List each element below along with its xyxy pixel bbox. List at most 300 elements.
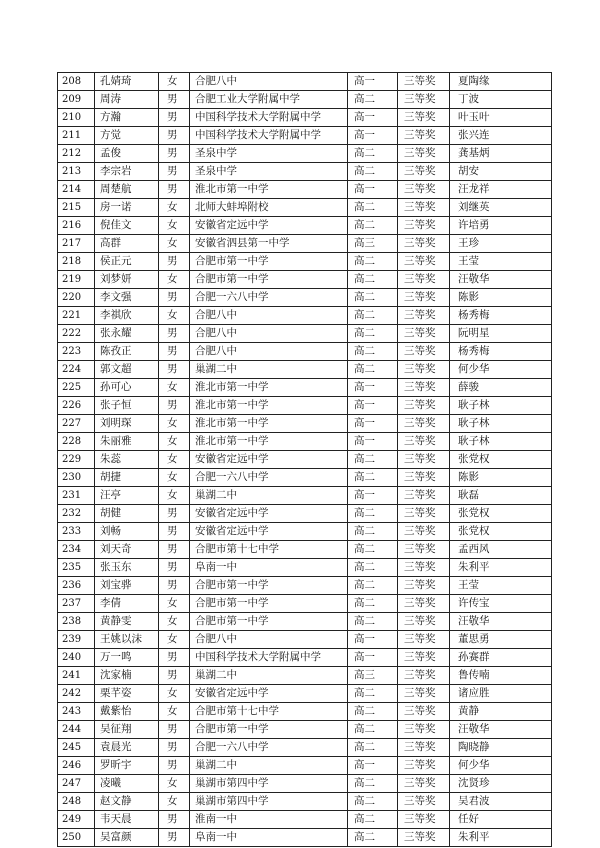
student-name-cell: 刘明琛: [95, 415, 159, 433]
student-name-cell: 方觉: [95, 127, 159, 145]
row-number-cell: 236: [58, 577, 95, 595]
table-row: [58, 91, 552, 109]
table-row: [58, 487, 552, 505]
tutor-name-cell: 陈影: [450, 289, 552, 307]
tutor-name-cell: 孙赛群: [450, 649, 552, 667]
table-row: [58, 541, 552, 559]
student-name-cell: 侯正元: [95, 253, 159, 271]
award-level-cell: 三等奖: [398, 109, 450, 127]
award-level-cell: 三等奖: [398, 577, 450, 595]
tutor-name-cell: 许培勇: [450, 217, 552, 235]
row-number-cell: 222: [58, 325, 95, 343]
row-number-cell: 225: [58, 379, 95, 397]
award-level-cell: 三等奖: [398, 631, 450, 649]
table-row: [58, 793, 552, 811]
tutor-name-cell: 陈影: [450, 469, 552, 487]
grade-cell: 高一: [348, 415, 398, 433]
school-cell: 安徽省定远中学: [190, 505, 348, 523]
tutor-name-cell: 何少华: [450, 361, 552, 379]
table-row: [58, 253, 552, 271]
tutor-name-cell: 张兴连: [450, 127, 552, 145]
grade-cell: 高一: [348, 181, 398, 199]
grade-cell: 高二: [348, 505, 398, 523]
tutor-name-cell: 阮明星: [450, 325, 552, 343]
tutor-name-cell: 王莹: [450, 253, 552, 271]
grade-cell: 高二: [348, 577, 398, 595]
tutor-name-cell: 许传宝: [450, 595, 552, 613]
table-row: [58, 217, 552, 235]
row-number-cell: 208: [58, 73, 95, 91]
row-number-cell: 216: [58, 217, 95, 235]
gender-cell: 男: [159, 361, 190, 379]
gender-cell: 男: [159, 253, 190, 271]
award-level-cell: 三等奖: [398, 649, 450, 667]
school-cell: 合肥市第十七中学: [190, 703, 348, 721]
grade-cell: 高二: [348, 91, 398, 109]
gender-cell: 女: [159, 307, 190, 325]
gender-cell: 男: [159, 397, 190, 415]
row-number-cell: 212: [58, 145, 95, 163]
table-row: [58, 343, 552, 361]
award-level-cell: 三等奖: [398, 307, 450, 325]
student-name-cell: 栗芊姿: [95, 685, 159, 703]
student-name-cell: 孟俊: [95, 145, 159, 163]
tutor-name-cell: 薛骏: [450, 379, 552, 397]
gender-cell: 男: [159, 649, 190, 667]
school-cell: 合肥一六八中学: [190, 739, 348, 757]
award-level-cell: 三等奖: [398, 433, 450, 451]
grade-cell: 高一: [348, 433, 398, 451]
school-cell: 合肥市第一中学: [190, 577, 348, 595]
gender-cell: 女: [159, 631, 190, 649]
school-cell: 巢湖二中: [190, 667, 348, 685]
row-number-cell: 227: [58, 415, 95, 433]
gender-cell: 男: [159, 505, 190, 523]
school-cell: 巢湖市第四中学: [190, 775, 348, 793]
gender-cell: 男: [159, 829, 190, 847]
table-row: [58, 721, 552, 739]
award-level-cell: 三等奖: [398, 667, 450, 685]
student-name-cell: 凌曦: [95, 775, 159, 793]
school-cell: 合肥市第一中学: [190, 253, 348, 271]
row-number-cell: 217: [58, 235, 95, 253]
row-number-cell: 224: [58, 361, 95, 379]
school-cell: 合肥市第十七中学: [190, 541, 348, 559]
student-name-cell: 李宗岩: [95, 163, 159, 181]
tutor-name-cell: 耿子林: [450, 433, 552, 451]
school-cell: 安徽省泗县第一中学: [190, 235, 348, 253]
award-level-cell: 三等奖: [398, 127, 450, 145]
row-number-cell: 211: [58, 127, 95, 145]
award-level-cell: 三等奖: [398, 595, 450, 613]
row-number-cell: 220: [58, 289, 95, 307]
award-level-cell: 三等奖: [398, 361, 450, 379]
school-cell: 阜南一中: [190, 559, 348, 577]
gender-cell: 女: [159, 415, 190, 433]
tutor-name-cell: 鲁传喃: [450, 667, 552, 685]
gender-cell: 女: [159, 73, 190, 91]
grade-cell: 高二: [348, 289, 398, 307]
table-row: [58, 577, 552, 595]
school-cell: 淮北市第一中学: [190, 433, 348, 451]
award-level-cell: 三等奖: [398, 775, 450, 793]
school-cell: 合肥工业大学附属中学: [190, 91, 348, 109]
row-number-cell: 244: [58, 721, 95, 739]
tutor-name-cell: 董思勇: [450, 631, 552, 649]
row-number-cell: 230: [58, 469, 95, 487]
school-cell: 巢湖二中: [190, 487, 348, 505]
grade-cell: 高一: [348, 649, 398, 667]
row-number-cell: 243: [58, 703, 95, 721]
student-name-cell: 万一鸣: [95, 649, 159, 667]
award-level-cell: 三等奖: [398, 811, 450, 829]
gender-cell: 男: [159, 739, 190, 757]
student-name-cell: 孙可心: [95, 379, 159, 397]
student-name-cell: 罗昕宇: [95, 757, 159, 775]
gender-cell: 女: [159, 613, 190, 631]
student-name-cell: 高群: [95, 235, 159, 253]
tutor-name-cell: 黄静: [450, 703, 552, 721]
gender-cell: 女: [159, 469, 190, 487]
award-level-cell: 三等奖: [398, 829, 450, 847]
grade-cell: 高三: [348, 235, 398, 253]
grade-cell: 高二: [348, 829, 398, 847]
award-level-cell: 三等奖: [398, 253, 450, 271]
school-cell: 阜南一中: [190, 829, 348, 847]
tutor-name-cell: 陶晓静: [450, 739, 552, 757]
table-row: [58, 325, 552, 343]
row-number-cell: 215: [58, 199, 95, 217]
row-number-cell: 231: [58, 487, 95, 505]
gender-cell: 女: [159, 451, 190, 469]
award-level-cell: 三等奖: [398, 793, 450, 811]
award-level-cell: 三等奖: [398, 469, 450, 487]
row-number-cell: 238: [58, 613, 95, 631]
gender-cell: 男: [159, 163, 190, 181]
award-level-cell: 三等奖: [398, 757, 450, 775]
school-cell: 合肥八中: [190, 631, 348, 649]
row-number-cell: 223: [58, 343, 95, 361]
award-level-cell: 三等奖: [398, 541, 450, 559]
row-number-cell: 234: [58, 541, 95, 559]
tutor-name-cell: 耿子林: [450, 415, 552, 433]
table-row: [58, 469, 552, 487]
table-row: [58, 289, 552, 307]
grade-cell: 高二: [348, 325, 398, 343]
table-row: [58, 811, 552, 829]
tutor-name-cell: 汪敬华: [450, 271, 552, 289]
row-number-cell: 239: [58, 631, 95, 649]
student-name-cell: 方瀚: [95, 109, 159, 127]
table-row: [58, 379, 552, 397]
tutor-name-cell: 汪敬华: [450, 613, 552, 631]
tutor-name-cell: 张党权: [450, 523, 552, 541]
tutor-name-cell: 任好: [450, 811, 552, 829]
grade-cell: 高三: [348, 667, 398, 685]
school-cell: 安徽省定远中学: [190, 451, 348, 469]
table-row: [58, 73, 552, 91]
grade-cell: 高二: [348, 811, 398, 829]
table-row: [58, 559, 552, 577]
gender-cell: 男: [159, 523, 190, 541]
school-cell: 巢湖二中: [190, 361, 348, 379]
award-level-cell: 三等奖: [398, 613, 450, 631]
student-name-cell: 朱蕊: [95, 451, 159, 469]
award-level-cell: 三等奖: [398, 271, 450, 289]
table-row: [58, 505, 552, 523]
gender-cell: 男: [159, 343, 190, 361]
grade-cell: 高二: [348, 739, 398, 757]
gender-cell: 女: [159, 685, 190, 703]
tutor-name-cell: 耿子林: [450, 397, 552, 415]
table-row: [58, 739, 552, 757]
grade-cell: 高一: [348, 397, 398, 415]
gender-cell: 男: [159, 721, 190, 739]
award-level-cell: 三等奖: [398, 145, 450, 163]
row-number-cell: 218: [58, 253, 95, 271]
grade-cell: 高一: [348, 379, 398, 397]
student-name-cell: 张永耀: [95, 325, 159, 343]
row-number-cell: 245: [58, 739, 95, 757]
school-cell: 淮北市第一中学: [190, 397, 348, 415]
student-name-cell: 刘梦妍: [95, 271, 159, 289]
school-cell: 淮北市第一中学: [190, 379, 348, 397]
award-level-cell: 三等奖: [398, 289, 450, 307]
table-row: [58, 181, 552, 199]
row-number-cell: 241: [58, 667, 95, 685]
tutor-name-cell: 龚基炳: [450, 145, 552, 163]
grade-cell: 高一: [348, 127, 398, 145]
row-number-cell: 246: [58, 757, 95, 775]
school-cell: 中国科学技术大学附属中学: [190, 109, 348, 127]
grade-cell: 高二: [348, 217, 398, 235]
tutor-name-cell: 朱利平: [450, 829, 552, 847]
table-row: [58, 523, 552, 541]
grade-cell: 高二: [348, 541, 398, 559]
school-cell: 圣泉中学: [190, 163, 348, 181]
tutor-name-cell: 刘继英: [450, 199, 552, 217]
grade-cell: 高二: [348, 253, 398, 271]
student-name-cell: 王姚以沫: [95, 631, 159, 649]
table-row: [58, 199, 552, 217]
gender-cell: 男: [159, 667, 190, 685]
student-name-cell: 刘畅: [95, 523, 159, 541]
award-level-cell: 三等奖: [398, 163, 450, 181]
table-row: [58, 757, 552, 775]
grade-cell: 高二: [348, 595, 398, 613]
tutor-name-cell: 丁波: [450, 91, 552, 109]
student-name-cell: 周涛: [95, 91, 159, 109]
gender-cell: 女: [159, 433, 190, 451]
award-level-cell: 三等奖: [398, 739, 450, 757]
grade-cell: 高二: [348, 523, 398, 541]
grade-cell: 高二: [348, 307, 398, 325]
row-number-cell: 213: [58, 163, 95, 181]
award-level-cell: 三等奖: [398, 559, 450, 577]
student-name-cell: 周楚航: [95, 181, 159, 199]
tutor-name-cell: 杨秀梅: [450, 343, 552, 361]
grade-cell: 高二: [348, 271, 398, 289]
student-name-cell: 黄静雯: [95, 613, 159, 631]
gender-cell: 女: [159, 793, 190, 811]
row-number-cell: 247: [58, 775, 95, 793]
table-row: [58, 109, 552, 127]
row-number-cell: 232: [58, 505, 95, 523]
table-row: [58, 271, 552, 289]
award-level-cell: 三等奖: [398, 199, 450, 217]
school-cell: 合肥市第一中学: [190, 271, 348, 289]
gender-cell: 男: [159, 109, 190, 127]
table-row: [58, 631, 552, 649]
student-name-cell: 李祺欣: [95, 307, 159, 325]
school-cell: 合肥市第一中学: [190, 613, 348, 631]
student-name-cell: 戴紫怡: [95, 703, 159, 721]
school-cell: 安徽省定远中学: [190, 523, 348, 541]
student-name-cell: 朱丽雅: [95, 433, 159, 451]
grade-cell: 高一: [348, 73, 398, 91]
gender-cell: 女: [159, 271, 190, 289]
student-name-cell: 李文强: [95, 289, 159, 307]
row-number-cell: 233: [58, 523, 95, 541]
gender-cell: 女: [159, 217, 190, 235]
gender-cell: 男: [159, 289, 190, 307]
award-level-cell: 三等奖: [398, 181, 450, 199]
tutor-name-cell: 何少华: [450, 757, 552, 775]
grade-cell: 高二: [348, 793, 398, 811]
table-row: [58, 667, 552, 685]
grade-cell: 高二: [348, 559, 398, 577]
gender-cell: 男: [159, 91, 190, 109]
school-cell: 圣泉中学: [190, 145, 348, 163]
award-level-cell: 三等奖: [398, 217, 450, 235]
gender-cell: 男: [159, 181, 190, 199]
table-row: [58, 163, 552, 181]
grade-cell: 高一: [348, 757, 398, 775]
table-row: [58, 829, 552, 847]
tutor-name-cell: 沈贤珍: [450, 775, 552, 793]
gender-cell: 男: [159, 559, 190, 577]
award-level-cell: 三等奖: [398, 397, 450, 415]
school-cell: 合肥八中: [190, 325, 348, 343]
table-row: [58, 145, 552, 163]
tutor-name-cell: 叶玉叶: [450, 109, 552, 127]
table-row: [58, 685, 552, 703]
student-name-cell: 刘宝骅: [95, 577, 159, 595]
row-number-cell: 221: [58, 307, 95, 325]
tutor-name-cell: 汪龙祥: [450, 181, 552, 199]
award-level-cell: 三等奖: [398, 73, 450, 91]
student-name-cell: 胡捷: [95, 469, 159, 487]
row-number-cell: 209: [58, 91, 95, 109]
grade-cell: 高一: [348, 487, 398, 505]
grade-cell: 高二: [348, 775, 398, 793]
row-number-cell: 228: [58, 433, 95, 451]
gender-cell: 男: [159, 811, 190, 829]
gender-cell: 女: [159, 235, 190, 253]
student-name-cell: 赵文静: [95, 793, 159, 811]
grade-cell: 高二: [348, 703, 398, 721]
row-number-cell: 240: [58, 649, 95, 667]
table-row: [58, 613, 552, 631]
student-name-cell: 李倩: [95, 595, 159, 613]
school-cell: 安徽省定远中学: [190, 217, 348, 235]
tutor-name-cell: 张党权: [450, 451, 552, 469]
row-number-cell: 250: [58, 829, 95, 847]
school-cell: 中国科学技术大学附属中学: [190, 127, 348, 145]
award-level-cell: 三等奖: [398, 487, 450, 505]
table-row: [58, 775, 552, 793]
award-list-body: [58, 73, 552, 847]
tutor-name-cell: 孟西风: [450, 541, 552, 559]
row-number-cell: 229: [58, 451, 95, 469]
gender-cell: 男: [159, 145, 190, 163]
school-cell: 合肥一六八中学: [190, 289, 348, 307]
award-level-cell: 三等奖: [398, 523, 450, 541]
tutor-name-cell: 杨秀梅: [450, 307, 552, 325]
table-row: [58, 415, 552, 433]
row-number-cell: 219: [58, 271, 95, 289]
gender-cell: 男: [159, 577, 190, 595]
student-name-cell: 胡健: [95, 505, 159, 523]
grade-cell: 高二: [348, 685, 398, 703]
table-row: [58, 433, 552, 451]
student-name-cell: 沈家楠: [95, 667, 159, 685]
table-row: [58, 307, 552, 325]
award-level-cell: 三等奖: [398, 721, 450, 739]
gender-cell: 女: [159, 487, 190, 505]
student-name-cell: 吴征翔: [95, 721, 159, 739]
row-number-cell: 226: [58, 397, 95, 415]
school-cell: 安徽省定远中学: [190, 685, 348, 703]
award-list-table: [57, 72, 552, 847]
row-number-cell: 242: [58, 685, 95, 703]
student-name-cell: 倪佳文: [95, 217, 159, 235]
student-name-cell: 吴富颜: [95, 829, 159, 847]
grade-cell: 高二: [348, 721, 398, 739]
award-level-cell: 三等奖: [398, 343, 450, 361]
award-level-cell: 三等奖: [398, 703, 450, 721]
grade-cell: 高一: [348, 109, 398, 127]
school-cell: 淮北市第一中学: [190, 415, 348, 433]
gender-cell: 女: [159, 379, 190, 397]
student-name-cell: 张子恒: [95, 397, 159, 415]
table-row: [58, 451, 552, 469]
school-cell: 北师大蚌埠附校: [190, 199, 348, 217]
school-cell: 合肥八中: [190, 307, 348, 325]
row-number-cell: 235: [58, 559, 95, 577]
award-level-cell: 三等奖: [398, 685, 450, 703]
table-row: [58, 361, 552, 379]
tutor-name-cell: 夏陶缘: [450, 73, 552, 91]
grade-cell: 高二: [348, 469, 398, 487]
tutor-name-cell: 汪敬华: [450, 721, 552, 739]
grade-cell: 高二: [348, 163, 398, 181]
table-row: [58, 235, 552, 253]
gender-cell: 男: [159, 127, 190, 145]
award-level-cell: 三等奖: [398, 91, 450, 109]
grade-cell: 高二: [348, 361, 398, 379]
student-name-cell: 陈孜正: [95, 343, 159, 361]
school-cell: 巢湖市第四中学: [190, 793, 348, 811]
tutor-name-cell: 耿磊: [450, 487, 552, 505]
table-row: [58, 649, 552, 667]
gender-cell: 女: [159, 199, 190, 217]
award-level-cell: 三等奖: [398, 505, 450, 523]
student-name-cell: 张玉东: [95, 559, 159, 577]
row-number-cell: 214: [58, 181, 95, 199]
student-name-cell: 郭文超: [95, 361, 159, 379]
school-cell: 巢湖二中: [190, 757, 348, 775]
